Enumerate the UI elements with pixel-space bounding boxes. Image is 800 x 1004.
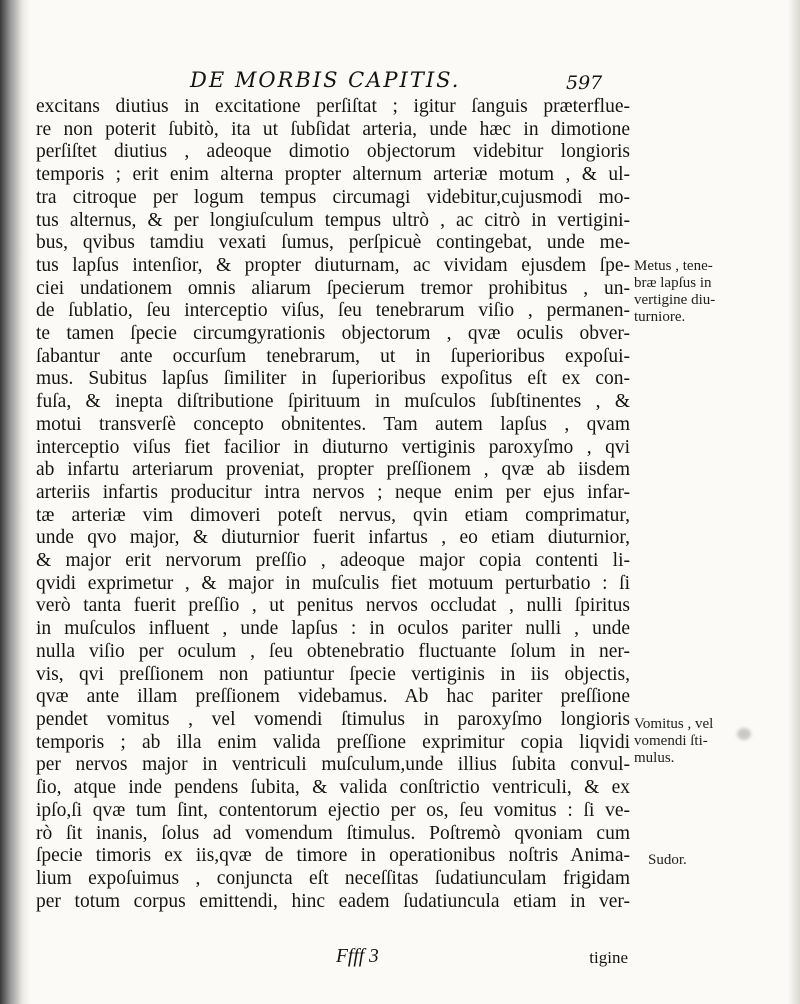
text-line: de ſublatio, ſeu interceptio viſus, ſeu tenebrarum viſio , permanen- — [36, 300, 630, 322]
text-line: vis, qvi preſſionem non patiuntur ſpecie vertiginis in iis objectis, — [36, 663, 630, 685]
text-line: in muſculos influent , unde lapſus : in oculos pariter nulli , unde — [36, 618, 630, 640]
printer-signature: Ffff 3 — [336, 946, 379, 967]
margin-note-metus — [634, 258, 738, 326]
text-line: ſio, atque inde pendens ſubita, & valida conſtrictio ventriculi, & ex — [36, 777, 630, 799]
text-line: te tamen ſpecie circumgyrationis objectorum , qvæ oculis obver- — [36, 323, 630, 345]
margin-note-line: Metus , tene- — [634, 258, 713, 274]
text-line: per totum corpus emittendi, hinc eadem ſudatiuncula etiam in ver- — [36, 890, 630, 912]
text-line: ipſo,ſi qvæ tum ſint, contentorum ejectio per os, ſeu vomitus : ſi ve- — [36, 799, 630, 821]
text-line: interceptio viſus fiet facilior in diuturno vertiginis paroxyſmo , qvi — [36, 436, 630, 458]
body-text — [36, 96, 630, 913]
text-line: tæ arteriæ vim dimoveri poteſt nervus, qvin etiam comprimatur, — [36, 504, 630, 526]
ink-smudge — [737, 728, 751, 740]
margin-note-vomitus — [634, 716, 738, 767]
margin-note-line: bræ lapſus in — [634, 275, 712, 291]
text-line: rò ſit inanis, ſolus ad vomendum ſtimulus. Poſtremò qvoniam cum — [36, 822, 630, 844]
text-line: nulla viſio per oculum , ſeu obtenebratio fluctuante ſolum in ner- — [36, 640, 630, 662]
text-line: verò tanta fuerit preſſio , ut penitus nervos occludat , nulli ſpiritus — [36, 595, 630, 617]
text-line: temporis ; ab illa enim valida preſſione exprimitur copia liqvidi — [36, 731, 630, 753]
running-head: DE MORBIS CAPITIS. — [190, 68, 461, 92]
text-line: tra citroque per logum tempus circumagi videbitur,cujusmodi mo- — [36, 186, 630, 208]
text-line: & major erit nervorum preſſio , adeoque major copia contenti li- — [36, 550, 630, 572]
catchword: tigine — [589, 948, 628, 967]
margin-note-line: Vomitus , vel — [634, 716, 714, 732]
margin-note-sudor — [648, 852, 752, 869]
text-line: perſiſtet diutius , adeoque dimotio objectorum videbitur longioris — [36, 141, 630, 163]
text-line: excitans diutius in excitatione perſiſtat ; igitur ſanguis præterflue- — [36, 96, 630, 117]
margin-note-line: mulus. — [634, 750, 675, 766]
text-line: re non poterit ſubitò, ita ut ſubſidat arteria, unde hæc in dimotione — [36, 118, 630, 140]
text-line: tus lapſus intenſior, & propter diuturnam, ac vividam ejusdem ſpe- — [36, 254, 630, 276]
text-line: bus, qvibus tamdiu vexati ſumus, perſpicuè contingebat, unde me- — [36, 232, 630, 254]
text-line: per nervos major in ventriculi muſculum,unde illius ſubita convul- — [36, 754, 630, 776]
binding-gutter-shadow — [0, 0, 30, 1004]
text-line: arteriis infartis producitur intra nervos ; neque enim per ejus infar- — [36, 481, 630, 503]
text-line: lium expoſuimus , conjuncta eſt neceſſitas ſudatiunculam frigidam — [36, 867, 630, 889]
text-line: mus. Subitus lapſus ſimiliter in ſuperioribus expoſitus eſt ex con- — [36, 368, 630, 390]
text-line: motui transverſè concepto obnitentes. Tam autem lapſus , qvam — [36, 413, 630, 435]
text-line: temporis ; erit enim alterna propter alternum arteriæ motum , & ul- — [36, 164, 630, 186]
text-line: ciei undationem omnis aliarum ſpecierum tremor prohibitus , un- — [36, 277, 630, 299]
margin-note-line: Sudor. — [648, 852, 687, 868]
margin-note-line: vomendi ſti- — [634, 733, 708, 749]
text-line: qvæ ante illam preſſionem videbamus. Ab hac pariter preſſione — [36, 686, 630, 708]
text-line: ſabantur ante occurſum tenebrarum, ut in ſuperioribus expoſui- — [36, 345, 630, 367]
text-line: ab infartu arteriarum proveniat, propter preſſionem , qvæ ab iisdem — [36, 459, 630, 481]
page-edge-shadow — [788, 0, 800, 1004]
text-line: ſpecie timoris ex iis,qvæ de timore in operationibus noſtris Anima- — [36, 845, 630, 867]
text-line: qvidi exprimetur , & major in muſculis fiet motuum perturbatio : ſi — [36, 572, 630, 594]
margin-note-line: turniore. — [634, 309, 686, 325]
text-line: tus alternus, & per longiuſculum tempus ultrò , ac citrò in vertigini- — [36, 209, 630, 231]
text-line: fuſa, & inepta diſtributione ſpirituum in muſculos ſubſtinentes , & — [36, 391, 630, 413]
text-line: unde qvo major, & diuturnior fuerit infartus , eo etiam diuturnior, — [36, 527, 630, 549]
page-number: 597 — [566, 72, 603, 94]
margin-note-line: vertigine diu- — [634, 292, 716, 308]
text-line: pendet vomitus , vel vomendi ſtimulus in paroxyſmo longioris — [36, 708, 630, 730]
